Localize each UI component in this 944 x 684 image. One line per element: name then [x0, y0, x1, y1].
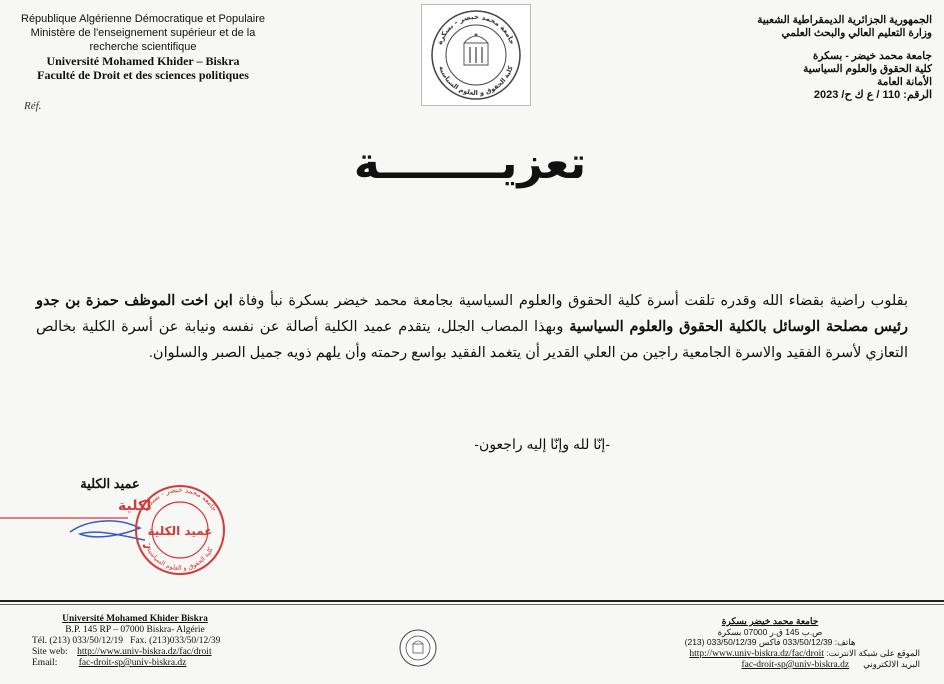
page-title: تعزيــــــــة: [353, 138, 587, 189]
body-part-3: وبهذا المصاب الجلل، يتقدم عميد الكلية أصالة عن نفسه ونيابة عن أسرة الكلية بخالص التعازي لأسرة الفقيد والاسرة الجامعية راجين من العلي القدير أن يتغمد الفقيد بواسع رحمته وأن يلهم ذويه جميل الصبر والسلوان.: [36, 319, 908, 361]
svg-text:جامعة محمد خيضر - بسكرة: [142, 486, 219, 513]
dean-stamp: [0, 488, 150, 568]
footer-right-web-label: الموقع على شبكة الانترنت:: [826, 647, 920, 658]
footer-right-address: ص.ب 145 ق.ر 07000 بسكرة: [717, 626, 823, 637]
footer-right: [620, 616, 920, 671]
header-left: [8, 12, 278, 82]
body-part-1: بقلوب راضية بقضاء الله وقدره تلقت أسرة كلية الحقوق والعلوم السياسية بجامعة محمد خيضر بسكرة نبأ وفاة: [238, 293, 908, 309]
reference-label: Réf.: [24, 100, 42, 112]
seal-ring-top: جامعة محمد خيضر - بسكرة: [141, 485, 219, 513]
body-part-2-bold: ابن اخت الموظف حمزة بن جدو رئيس مصلحة الوسائل بالكلية الحقوق والعلوم السياسية: [36, 293, 909, 335]
header-left-line3: recherche scientifique: [89, 41, 197, 53]
logo-seal-icon: [422, 5, 530, 105]
footer-right-title: جامعة محمد خيضر بسكرة: [721, 616, 819, 626]
reference-number: الرقم: 110 / ع ك ح/ 2023: [813, 89, 932, 101]
footer-email-link[interactable]: fac-droit-sp@univ-biskra.dz: [78, 658, 187, 668]
condolence-body: [36, 288, 908, 366]
header-left-line2: Ministère de l'enseignement supérieur et de la: [30, 27, 256, 39]
footer-right-email-link[interactable]: fac-droit-sp@univ-biskra.dz: [741, 660, 850, 670]
stamp-name: ف: [142, 537, 150, 551]
dean-title: عميد الكلية: [80, 476, 140, 491]
university-logo: [421, 4, 531, 106]
footer-logo-icon: [398, 628, 438, 668]
seal-ring-bottom: كلية الحقوق و العلوم السياسية: [145, 545, 215, 572]
header-right-line5: الأمانة العامة: [877, 76, 932, 88]
faculty-seal: [132, 482, 228, 578]
header-right-line1: الجمهورية الجزائرية الديمقراطية الشعبية: [757, 14, 932, 26]
header-right-line2: وزارة التعليم العالي والبحث العلمي: [781, 27, 932, 39]
seal-center: عميد الكلية: [147, 524, 213, 538]
header-right-line4: كلية الحقوق والعلوم السياسية: [803, 63, 932, 75]
logo-ring-top: جامعة محمد خيضر - بسكرة: [435, 12, 517, 46]
footer-right-email-label: البريد الالكتروني: [863, 659, 920, 669]
footer-fax: Fax. (213)033/50/12/39: [130, 636, 221, 646]
footer-left-title: Université Mohamed Khider Biskra: [62, 614, 208, 624]
footer-email-label: Email:: [32, 658, 58, 668]
faculty-name: Faculté de Droit et des sciences politiques: [37, 68, 249, 82]
header-left-line1: République Algérienne Démocratique et Populaire: [21, 13, 265, 25]
closing-phrase: -إنّا لله وإنّا إليه راجعون-: [474, 436, 610, 452]
footer-right-web-link[interactable]: http://www.univ-biskra.dz/fac/droit: [689, 648, 824, 659]
footer-divider-thin: [0, 604, 944, 605]
footer-web-link[interactable]: http://www.univ-biskra.dz/fac/droit: [77, 647, 212, 657]
footer-left-address: B.P. 145 RP – 07000 Biskra- Algérie: [65, 625, 205, 635]
logo-ring-bottom: كلية الحقوق و العلوم السياسية: [437, 64, 515, 98]
university-name: Université Mohamed Khider – Biskra: [46, 54, 240, 68]
header-right: [672, 14, 932, 102]
footer-logo: [398, 628, 438, 668]
header-right-line3: جامعة محمد خيضر - بسكرة: [812, 50, 932, 62]
footer-right-phone: هاتف: 033/50/12/39 فاكس 033/50/12/39 (213): [684, 637, 856, 647]
footer-web-label: Site web:: [32, 647, 68, 657]
footer-left: [20, 614, 250, 669]
footer-tel: Tél. (213) 033/50/12/19: [32, 636, 124, 646]
footer-divider: [0, 600, 944, 602]
stamp-title: لكلية: [118, 498, 150, 514]
